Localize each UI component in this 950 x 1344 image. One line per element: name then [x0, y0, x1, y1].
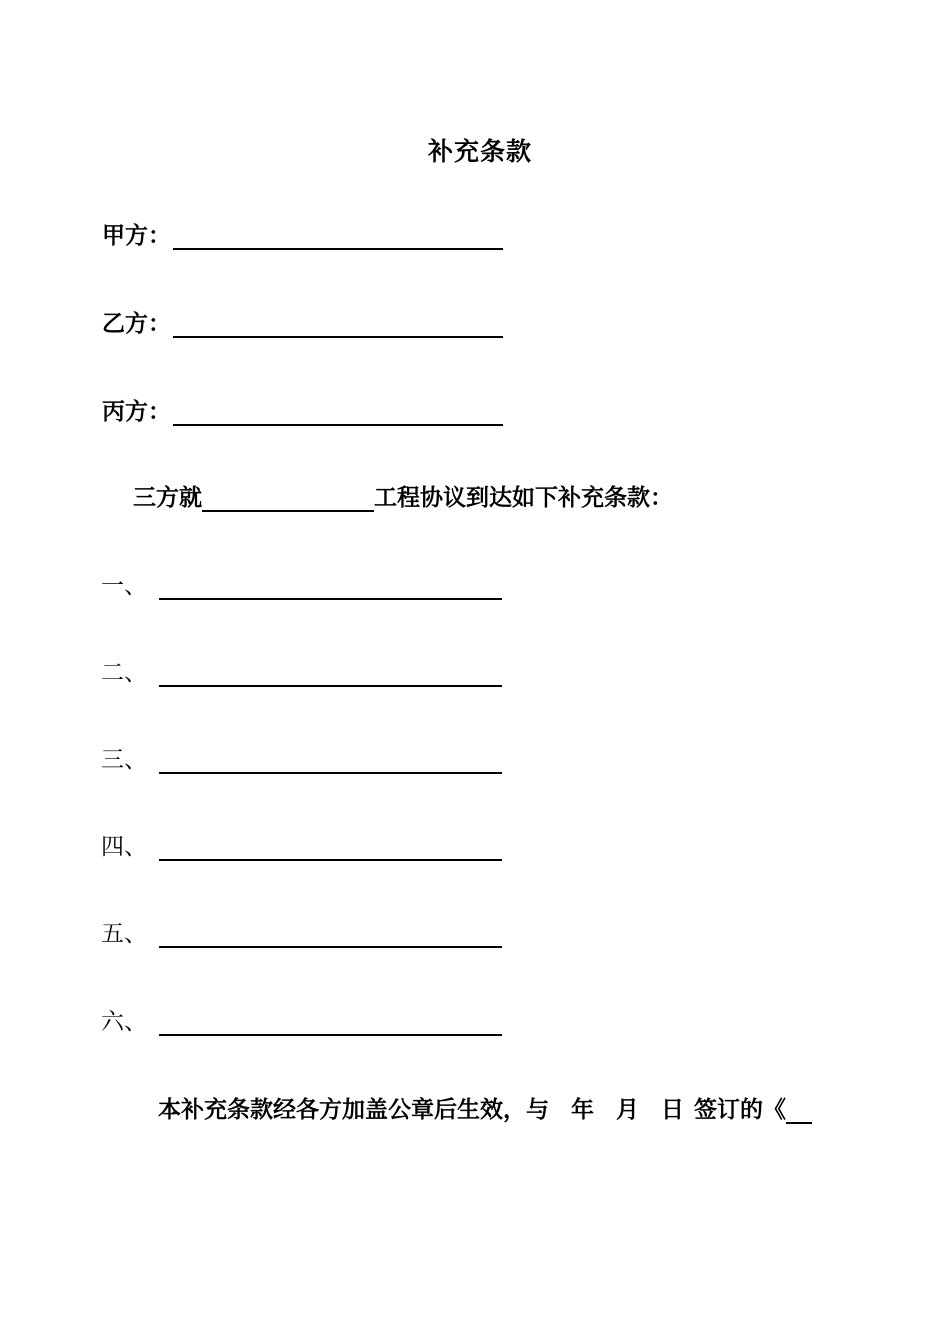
party-a-blank-line: [173, 224, 503, 250]
clause-blank-line: [159, 661, 502, 687]
party-b-row: [102, 304, 503, 338]
intro-suffix: 工程协议到达如下补充条款：: [374, 484, 673, 511]
clause-row: [101, 827, 502, 861]
intro-sentence: [133, 478, 673, 512]
clause-number: 三、: [101, 747, 147, 773]
closing-sentence: [158, 1090, 812, 1124]
clause-blank-line: [159, 748, 502, 774]
clause-number: 一、: [101, 573, 147, 599]
clause-blank-line: [159, 835, 502, 861]
closing-text-end: 签订的《: [694, 1096, 786, 1123]
party-a-row: [102, 216, 503, 250]
closing-day: 日: [661, 1096, 684, 1123]
party-c-blank-line: [173, 400, 503, 426]
clause-number: 四、: [101, 834, 147, 860]
party-b-label: 乙方：: [102, 310, 171, 337]
intro-prefix: 三方就: [133, 484, 202, 511]
party-c-label: 丙方：: [102, 398, 171, 425]
clause-row: [101, 566, 502, 600]
party-c-row: [102, 392, 503, 426]
clause-blank-line: [159, 574, 502, 600]
clause-row: [101, 653, 502, 687]
clause-blank-line: [159, 922, 502, 948]
clause-number: 五、: [101, 921, 147, 947]
party-a-label: 甲方：: [102, 222, 171, 249]
closing-text-start: 本补充条款经各方加盖公章后生效，与: [158, 1096, 549, 1123]
agreement-name-blank-line: [786, 1098, 812, 1124]
clause-number: 六、: [101, 1009, 147, 1035]
party-b-blank-line: [173, 312, 503, 338]
closing-year: 年: [571, 1096, 594, 1123]
clause-blank-line: [159, 1010, 502, 1036]
clause-row: [101, 1002, 502, 1036]
project-name-blank-line: [202, 486, 374, 512]
clause-row: [101, 914, 502, 948]
document-title: 补充条款: [427, 137, 532, 166]
closing-month: 月: [616, 1096, 639, 1123]
clause-number: 二、: [101, 660, 147, 686]
clause-row: [101, 740, 502, 774]
